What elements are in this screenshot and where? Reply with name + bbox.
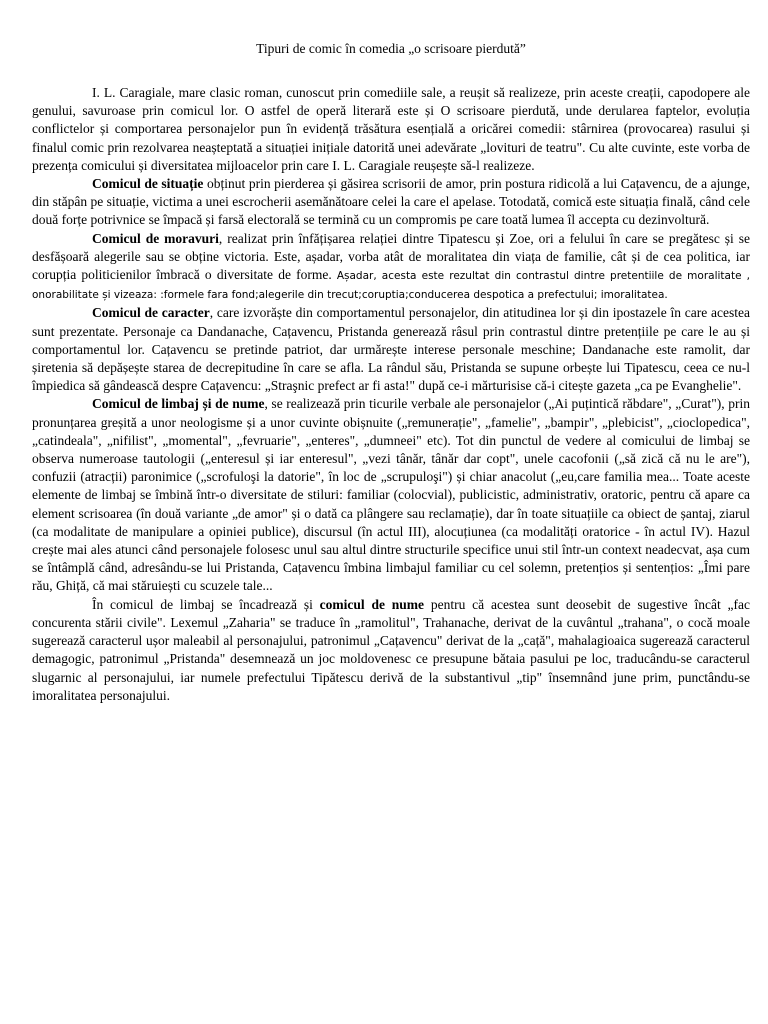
paragraph-comic-limbaj-text: , se realizează prin ticurile verbale ale personajelor („Ai puțintică răbdare", „Curat"), prin pronunțarea greșită a unor neologisme și a unor cuvinte obișnuite („remunerație", „famelie", „bampir", „plebicist", „cioclopedica", „catindeala", „nifilist", „momental", „fevruarie", „enteres", „dumneei" etc). Tot din punctul de vedere al comicului de limbaj se observa numeroase tautologii („enteresul și iar enteresul", „vezi tânăr, tânăr dar copt", unele cacofonii („să zică că nu le are"), confuzii (atracții) paronimice („scrofuloşi la datorie", în loc de „scrupuloşi") și chiar anacolut („eu,care familia mea... Toate aceste elemente de limbaj se îmbină într-o diversitate de stiluri: familiar (colocvial), publicistic, administrativ, oratoric, pentru că apare ca element scrisoarea (în două variante „de amor" și o dată ca plângere sau reclamație), dar în toate situațiile ca obiect de șantaj, ziarul (ca modalitate de manipulare a opiniei publice), discursul (în actul III), alocuțiunea (ca modalități oratorice - în actul IV). Hazul crește mai ales atunci când personajele folosesc unul sau altul dintre structurile specifice unui stil într-un context neadecvat, așa cum se întâmplă când, adresându-se lui Pristanda, Cațavencu îmbina limbajul familiar cu cel solemn, pretențios și sentențios: „Îmi pare rău, Ghiță, că mai stăruiești cu scuzele tale...: [32, 396, 750, 594]
paragraph-comic-caracter-text: , care izvorăște din comportamentul personajelor, din atitudinea lor și din ipostazele în care acestea sunt prezentate. Personaje ca Dandanache, Cațavencu, Pristanda generează râsul prin contrastul dintre pretențiile pe care le au și comportamentul lor. Cațavencu se pretinde patriot, dar urmărește interese personale meschine; Dandanache este ramolit, dar șiretenia să depășește starea de decrepitudine în care se afla. La rândul său, Pristanda se supune orbește lui Tipatescu, ceea ce nu-l împiedica să gândească despre Cațavencu: „Straşnic prefect ar fi asta!" după ce-i mărturisise că-i citește gazeta „ca pe Evanghelie".: [32, 305, 751, 394]
heading-comic-limbaj: Comicul de limbaj și de nume: [92, 396, 265, 412]
paragraph-comic-moravuri-note: Așadar, acesta este rezultat din contrastul dintre pretentiile de moralitate , onorabilitate și vizeaza: :formele fara fond;alegerile din trecut;coruptia;conducerea despotica a prefectului; imoralitatea.: [32, 270, 750, 302]
heading-comic-situatie: Comicul de situație: [92, 176, 204, 192]
document-title: Tipuri de comic în comedia „o scrisoare pierdută”: [256, 41, 526, 56]
paragraph-comic-nume-text-after: pentru că acestea sunt deosebit de sugestive încât „fac concurenta stării civile". Lexemul „Zaharia" se traduce în „ramolitul", Trahanache, derivat de la cuvântul „trahana", o cocă moale sugerează caracterul ușor maleabil al personajului, patronimul „Cațavencu" derivat de la „cață", mahalagioaica sugerează caracterul demagogic, patronimul „Pristanda" desemnează un joc moldovenesc ce presupune bătaia pasului pe loc, traducându-se caracterul slugarnic al personajului, iar numele prefectului Tipătescu derivă de la substantivul „tip" însemnând june prim, punctându-se imoralitatea personajului.: [32, 596, 751, 703]
paragraph-comic-nume: [32, 596, 750, 705]
paragraph-comic-limbaj: [32, 395, 750, 595]
heading-comic-moravuri: Comicul de moravuri: [92, 230, 219, 246]
heading-comic-caracter: Comicul de caracter: [92, 305, 210, 321]
paragraph-comic-caracter: [32, 304, 750, 395]
paragraph-comic-moravuri: [32, 230, 750, 305]
paragraph-intro: [32, 84, 750, 175]
heading-comic-nume: comicul de nume: [319, 596, 425, 612]
paragraph-intro-text: I. L. Caragiale, mare clasic roman, cunoscut prin comediile sale, a reușit să realizeze, prin aceste creații, capodopere ale genului, savuroase prin comicul lor. O astfel de operă literară este și O scrisoare pierdută, unde derularea faptelor, evoluția conflictelor și comportarea personajelor pun în evidență trăsătura esențială a oricărei comedii: stârnirea (provocarea) rasului și finalul comic prin rezolvarea neașteptată a situației inițiale datorită unei adevărate „lovituri de teatru". Cu alte cuvinte, este vorba de prezența comicului și diversitatea mijloacelor prin care I. L. Caragiale reușește să-l realizeze.: [32, 85, 750, 173]
paragraph-comic-moravuri-text: , realizat prin înfățișarea relației dintre Tipatescu și Zoe, ori a felului în care se pregătesc și se desfășoară alegerile sau se obține victoria. Este, așadar, vorba atât de moralitatea din viața de familie, cât și de cea politica, iar corupția politicienilor îmbracă o diversitate de forme.: [32, 230, 750, 283]
document-page: [32, 40, 750, 705]
paragraph-comic-situatie: [32, 175, 750, 230]
paragraph-comic-nume-text-before: În comicul de limbaj se încadrează și: [92, 596, 320, 612]
paragraph-comic-situatie-text: obținut prin pierderea și găsirea scrisorii de amor, prin postura ridicolă a lui Cațavencu, de a ajunge, din stăpân pe situație, victima a unei escrocherii asemănătoare celei la care el apelase. Totodată, comică este situația finală, când cele două forțe potrivnice se împacă și farsă electorală se termină cu un compromis pe care toată lumea îl accepta cu dezinvoltură.: [32, 176, 750, 228]
